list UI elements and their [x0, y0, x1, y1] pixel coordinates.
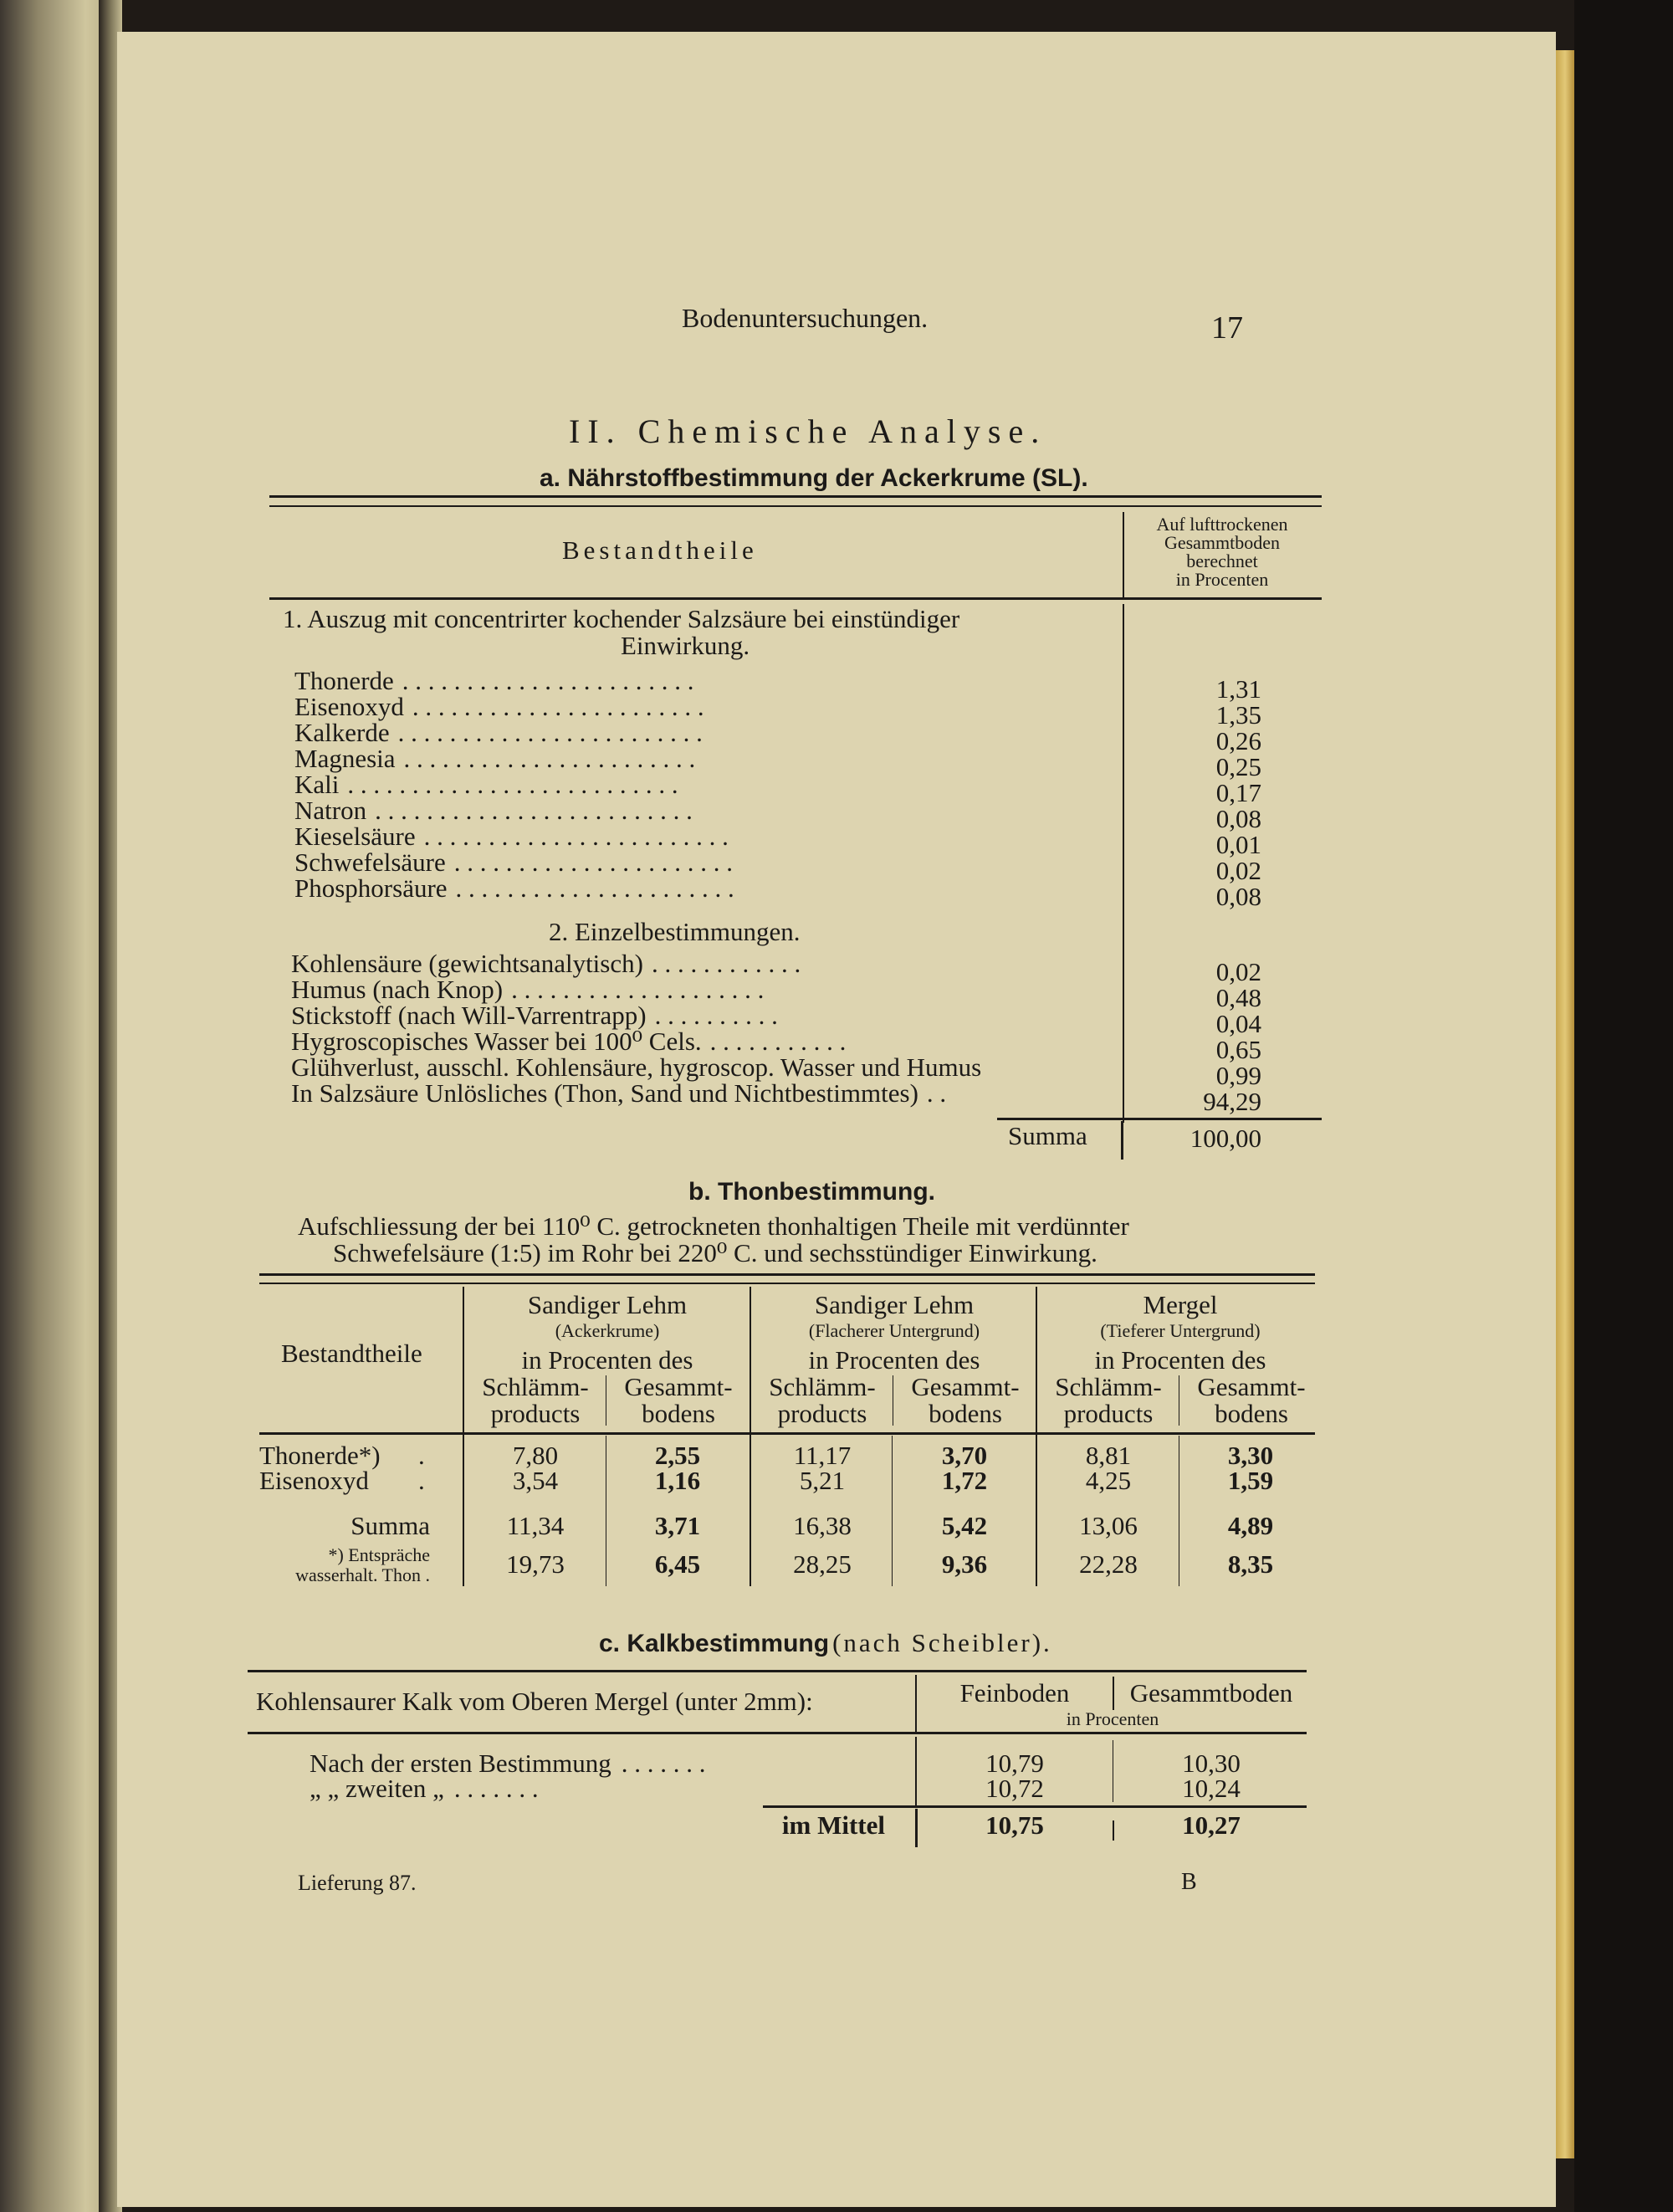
cell-value: 2,55 [654, 1441, 701, 1470]
item-value: 0,17 [1215, 778, 1261, 807]
item-value: 1,31 [1215, 674, 1261, 704]
group-sub: (Tieferer Untergrund) [1100, 1320, 1261, 1341]
vrule [915, 1809, 918, 1847]
item-value: 94,29 [1203, 1087, 1261, 1116]
item-value: 0,08 [1215, 882, 1261, 911]
sum-label: Summa [350, 1511, 430, 1540]
book-cover [1574, 0, 1673, 2212]
sub-col-2a: Gesammt- [624, 1372, 733, 1401]
sub-col-2b: bodens [929, 1399, 1002, 1428]
group-sub: (Ackerkrume) [555, 1320, 660, 1341]
rule [763, 1805, 1307, 1808]
vrule [892, 1436, 893, 1586]
footer-left: Lieferung 87. [298, 1871, 417, 1895]
vrule [915, 1737, 917, 1805]
sub-col-2b: bodens [642, 1399, 715, 1428]
rule [997, 1118, 1322, 1120]
item-name: Kohlensäure (gewichtsanalytisch) [291, 949, 643, 978]
leader-dots: . . . . . . . . . . [654, 1001, 778, 1030]
sub-col-2a: Gesammt- [911, 1372, 1020, 1401]
footer-right: B [1181, 1869, 1197, 1895]
row-v2: 10,24 [1182, 1774, 1241, 1803]
cell-value: 5,21 [799, 1466, 846, 1495]
rule [269, 597, 1322, 600]
part-c-head-col2: Gesammtboden [1129, 1678, 1293, 1708]
rule [259, 1273, 1315, 1276]
cell-value: 13,06 [1079, 1511, 1138, 1540]
part-c-mean-label: im Mittel [781, 1810, 885, 1840]
leader-dots: . . . . . . . [453, 1774, 539, 1803]
leader-dots: . . . . . . . . . . . . . . . . . . . . . . . . [423, 822, 729, 851]
leader-dots: . . . . . . . . . . . . . . . . . . . . [511, 975, 765, 1004]
row-dot: . [418, 1466, 425, 1495]
item-value: 0,99 [1215, 1061, 1261, 1090]
item-name: Hygroscopisches Wasser bei 100⁰ Cels. [291, 1027, 702, 1056]
part-b-col-first: Bestandtheile [281, 1339, 422, 1368]
row-v1: 10,79 [985, 1749, 1044, 1778]
cell-value: 22,28 [1079, 1549, 1138, 1579]
row-label: Eisenoxyd [259, 1466, 369, 1495]
cell-value: 3,71 [654, 1511, 701, 1540]
cell-value: 4,25 [1085, 1466, 1132, 1495]
vrule [915, 1675, 917, 1733]
group1-title: 1. Auszug mit concentrirter kochender Salzsäure bei einstündiger [283, 604, 960, 633]
sub-col-2a: Gesammt- [1197, 1372, 1306, 1401]
leader-dots: . . . . . . . . . . . . . . . . . . . . . . . . [397, 718, 703, 747]
group-name: Sandiger Lehm [814, 1290, 975, 1319]
running-title: Bodenuntersuchungen. [682, 303, 929, 333]
col-right-line: in Procenten [1175, 569, 1269, 590]
row-label: „ „ zweiten „ [310, 1774, 444, 1803]
cell-value: 28,25 [793, 1549, 852, 1579]
item-name: Kieselsäure [294, 822, 416, 851]
part-b-desc-2: Schwefelsäure (1:5) im Rohr bei 220⁰ C. und sechsstündiger Einwirkung. [333, 1238, 1097, 1267]
group-name: Mergel [1143, 1290, 1218, 1319]
sub-col-1b: products [1063, 1399, 1154, 1428]
vrule [463, 1287, 464, 1436]
item-value: 0,65 [1215, 1035, 1261, 1064]
leader-dots: . . . . . . . . . . . . [651, 949, 801, 978]
part-a-sum-value: 100,00 [1190, 1124, 1261, 1153]
cell-value: 5,42 [941, 1511, 988, 1540]
group-name: Sandiger Lehm [527, 1290, 688, 1319]
foot-label-1: *) Entspräche [328, 1544, 430, 1565]
item-name: Schwefelsäure [294, 847, 446, 877]
vrule [750, 1287, 751, 1436]
col-left-header: Bestandtheile [562, 535, 758, 565]
col-right-line: Auf lufttrockenen [1156, 514, 1288, 535]
row-v1: 10,72 [985, 1774, 1044, 1803]
in-procenten: in Procenten des [808, 1345, 980, 1375]
in-procenten: in Procenten des [521, 1345, 693, 1375]
item-name: In Salzsäure Unlösliches (Thon, Sand und Nichtbestimmtes) [291, 1078, 918, 1108]
item-value: 0,25 [1215, 752, 1261, 781]
cell-value: 4,89 [1227, 1511, 1274, 1540]
sub-col-1b: products [777, 1399, 867, 1428]
cell-value: 3,54 [512, 1466, 559, 1495]
rule [269, 505, 1322, 507]
list-item [294, 873, 1097, 904]
cell-value: 7,80 [512, 1441, 559, 1470]
cell-value: 9,36 [941, 1549, 988, 1579]
rule [269, 495, 1322, 498]
cell-value: 3,70 [941, 1441, 988, 1470]
part-c-mean-v2: 10,27 [1182, 1810, 1241, 1840]
item-value: 0,08 [1215, 804, 1261, 833]
vrule [1123, 604, 1124, 1123]
item-name: Thonerde [294, 666, 394, 695]
item-name: Humus (nach Knop) [291, 975, 504, 1004]
col-right-line: Gesammtboden [1164, 532, 1281, 553]
cell-value: 11,17 [793, 1441, 852, 1470]
part-c-head-col1: Feinboden [959, 1678, 1070, 1708]
leader-dots: . . . . . . . . . . . . . . . . . . . . . . [453, 847, 733, 877]
vrule [463, 1436, 464, 1586]
item-name: Stickstoff (nach Will-Varrentrapp) [291, 1001, 647, 1030]
group1-title-2: Einwirkung. [621, 631, 750, 660]
group-sub: (Flacherer Untergrund) [808, 1320, 980, 1341]
leader-dots: . . . . . . . . . . . . . . . . . . . . . . [455, 873, 734, 903]
part-c-title-bold: c. Kalkbestimmung [599, 1630, 830, 1657]
page-number: 17 [1211, 310, 1243, 346]
item-name: Phosphorsäure [294, 873, 448, 903]
leader-dots: . . . . . . . . . . . . . . . . . . . . . . . [412, 692, 704, 721]
item-value: 0,04 [1215, 1009, 1261, 1038]
cell-value: 6,45 [654, 1549, 701, 1579]
sub-col-2b: bodens [1215, 1399, 1288, 1428]
leader-dots: . . . . . . . . . . . . . . . . . . . . . . . . . [375, 796, 693, 825]
cell-value: 3,30 [1227, 1441, 1274, 1470]
leader-dots: . . . . . . . . . . . . . . . . . . . . . . . [402, 666, 694, 695]
part-c-title-rest: (nach Scheibler). [832, 1628, 1052, 1657]
row-v2: 10,30 [1182, 1749, 1241, 1778]
list-item [310, 1774, 887, 1804]
cell-value: 8,81 [1085, 1441, 1132, 1470]
part-b-title: b. Thonbestimmung. [688, 1178, 935, 1206]
page-edges [1556, 50, 1574, 2158]
vrule [1036, 1436, 1037, 1586]
item-value: 0,02 [1215, 957, 1261, 986]
left-page-edge [0, 0, 107, 2212]
cell-value: 1,59 [1227, 1466, 1274, 1495]
row-dot: . [418, 1441, 425, 1470]
vrule [1123, 512, 1124, 597]
leader-dots: . . . . . . . . . . . [709, 1027, 847, 1056]
item-name: Kalkerde [294, 718, 390, 747]
sub-col-1a: Schlämm- [1055, 1372, 1162, 1401]
part-b-desc-1: Aufschliessung der bei 110⁰ C. getrockneten thonhaltigen Theile mit verdünnter [298, 1211, 1129, 1241]
part-c-head-label-text: Kohlensaurer Kalk vom Oberen Mergel (unter 2mm): [256, 1687, 813, 1716]
vrule [1113, 1677, 1114, 1710]
section-title: II. Chemische Analyse. [569, 412, 1047, 450]
item-name: Glühverlust, ausschl. Kohlensäure, hygroscop. Wasser und Humus [291, 1052, 982, 1082]
item-value: 0,26 [1215, 726, 1261, 755]
vrule [1121, 1121, 1123, 1160]
item-value: 0,02 [1215, 856, 1261, 885]
cell-value: 8,35 [1227, 1549, 1274, 1579]
cell-value: 19,73 [506, 1549, 565, 1579]
cell-value: 16,38 [793, 1511, 852, 1540]
part-c-mean-v1: 10,75 [985, 1810, 1044, 1840]
leader-dots: . . . . . . . . . . . . . . . . . . . . . . . . . . [347, 770, 678, 799]
cell-value: 1,16 [654, 1466, 701, 1495]
leader-dots: . . . . . . . [621, 1749, 706, 1778]
col-right-line: berechnet [1186, 550, 1258, 571]
part-c-head-label [256, 1687, 813, 1717]
list-item [291, 1078, 1104, 1109]
rule [259, 1283, 1315, 1284]
part-a-title: a. Nährstoffbestimmung der Ackerkrume (SL). [540, 464, 1088, 492]
part-a-sum-label: Summa [1008, 1121, 1087, 1150]
item-name: Magnesia [294, 744, 396, 773]
col-right-header [1126, 515, 1318, 589]
part-c-title [599, 1628, 1052, 1658]
rule [248, 1732, 1307, 1734]
vrule [1113, 1820, 1114, 1841]
item-name: Natron [294, 796, 367, 825]
leader-dots: . . [926, 1078, 947, 1108]
leader-dots: . . . . . . . . . . . . . . . . . . . . . . . [403, 744, 696, 773]
row-label: Thonerde*) [259, 1441, 381, 1470]
rule [248, 1670, 1307, 1672]
item-value: 1,35 [1215, 700, 1261, 730]
item-value: 0,48 [1215, 983, 1261, 1012]
part-c-head-sub: in Procenten [1066, 1708, 1159, 1729]
sub-col-1a: Schlämm- [769, 1372, 876, 1401]
sub-col-1b: products [490, 1399, 581, 1428]
row-label: Nach der ersten Bestimmung [310, 1749, 611, 1778]
vrule [750, 1436, 751, 1586]
item-name: Eisenoxyd [294, 692, 404, 721]
group2-title: 2. Einzelbestimmungen. [549, 917, 801, 946]
cell-value: 11,34 [506, 1511, 565, 1540]
sub-col-1a: Schlämm- [482, 1372, 589, 1401]
cell-value: 1,72 [941, 1466, 988, 1495]
item-name: Kali [294, 770, 340, 799]
foot-label-2: wasserhalt. Thon . [295, 1564, 430, 1585]
rule [259, 1432, 1315, 1435]
item-value: 0,01 [1215, 830, 1261, 859]
in-procenten: in Procenten des [1094, 1345, 1266, 1375]
